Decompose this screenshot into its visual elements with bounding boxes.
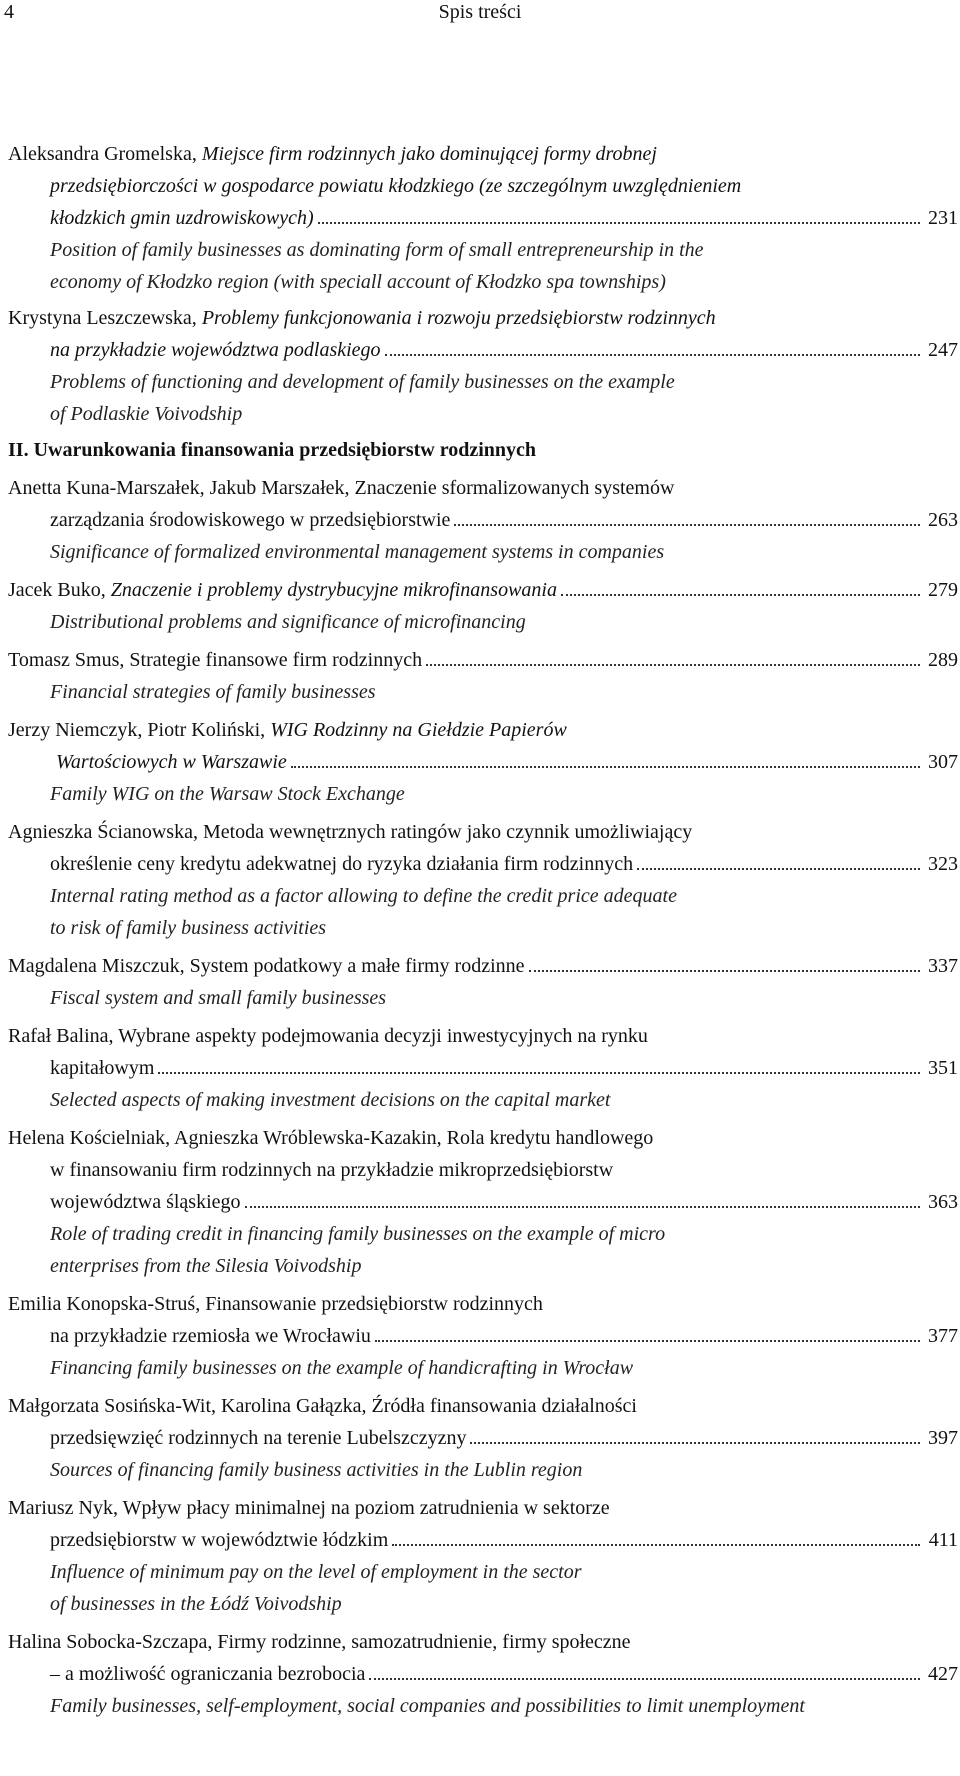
entry-page-number: 427 bbox=[928, 1663, 958, 1685]
entry-author: Mariusz Nyk, bbox=[8, 1497, 118, 1519]
entry-title-en: Problems of functioning and development of family businesses on the example bbox=[50, 371, 675, 393]
entry-title-en: of Podlaskie Voivodship bbox=[50, 403, 243, 425]
entry-title-pl: określenie ceny kredytu adekwatnej do ryzyka działania firm rodzinnych bbox=[50, 853, 634, 875]
entry-page-number: 411 bbox=[928, 1529, 958, 1551]
entry-page-number: 307 bbox=[928, 751, 958, 773]
entry-page-number: 363 bbox=[928, 1191, 958, 1213]
toc-entry-miszczuk bbox=[8, 950, 958, 1014]
entry-title-pl: Metoda wewnętrznych ratingów jako czynnik umożliwiający bbox=[202, 821, 693, 843]
entry-title-en: Influence of minimum pay on the level of employment in the sector bbox=[50, 1561, 582, 1583]
leader-dots bbox=[561, 594, 920, 596]
entry-title-pl: Finansowanie przedsiębiorstw rodzinnych bbox=[205, 1293, 543, 1315]
entry-title-en: to risk of family business activities bbox=[50, 917, 327, 939]
entry-title-en: Internal rating method as a factor allowing to define the credit price adequate bbox=[50, 885, 677, 907]
entry-title-en: Financial strategies of family businesses bbox=[50, 681, 376, 703]
toc-entry-buko bbox=[8, 574, 958, 638]
toc-entry-koscielniak bbox=[8, 1122, 958, 1282]
leader-dots bbox=[318, 222, 920, 224]
entry-author: Rafał Balina, bbox=[8, 1025, 114, 1047]
entry-author: Helena Kościelniak, Agnieszka Wróblewska-Kazakin, bbox=[8, 1127, 442, 1149]
entry-title-pl: województwa śląskiego bbox=[50, 1191, 241, 1213]
toc-entry-leszczewska bbox=[8, 302, 958, 430]
entry-title-en: Selected aspects of making investment decisions on the capital market bbox=[50, 1089, 611, 1111]
toc-entry-balina bbox=[8, 1020, 958, 1116]
leader-dots bbox=[245, 1206, 920, 1208]
entry-page-number: 279 bbox=[928, 579, 958, 601]
toc-entry-sosinska bbox=[8, 1390, 958, 1486]
entry-page-number: 351 bbox=[928, 1057, 958, 1079]
leader-dots bbox=[426, 664, 920, 666]
entry-page-number: 397 bbox=[928, 1427, 958, 1449]
entry-title-pl: przedsiębiorstw w województwie łódzkim bbox=[50, 1529, 389, 1551]
entry-title-pl: Znaczenie sformalizowanych systemów bbox=[354, 477, 675, 499]
section-heading: II. Uwarunkowania finansowania przedsiębiorstw rodzinnych bbox=[8, 439, 537, 461]
page-number: 4 bbox=[4, 1, 14, 23]
entry-title-pl: Rola kredytu handlowego bbox=[446, 1127, 654, 1149]
entry-title-pl: przedsięwzięć rodzinnych na terenie Lubelszczyzny bbox=[50, 1427, 467, 1449]
entry-title-pl: Wybrane aspekty podejmowania decyzji inwestycyjnych na rynku bbox=[118, 1025, 648, 1047]
entry-title-en: Sources of financing family business activities in the Lublin region bbox=[50, 1459, 583, 1481]
table-of-contents bbox=[8, 138, 958, 1722]
entry-title-pl: Strategie finansowe firm rodzinnych bbox=[129, 649, 423, 671]
leader-dots bbox=[454, 524, 920, 526]
entry-title-pl: przedsiębiorczości w gospodarce powiatu kłodzkiego (ze szczególnym uwzględnieniem bbox=[50, 175, 742, 197]
entry-title-en: Distributional problems and significance of microfinancing bbox=[50, 611, 526, 633]
entry-title-pl: zarządzania środowiskowego w przedsiębiorstwie bbox=[50, 509, 451, 531]
entry-author: Emilia Konopska-Struś, bbox=[8, 1293, 201, 1315]
leader-dots bbox=[385, 354, 920, 356]
leader-dots bbox=[529, 970, 920, 972]
entry-title-en: Position of family businesses as dominating form of small entrepreneurship in the bbox=[50, 239, 704, 261]
entry-title-pl: Wpływ płacy minimalnej na poziom zatrudnienia w sektorze bbox=[122, 1497, 610, 1519]
leader-dots bbox=[375, 1340, 920, 1342]
entry-title-pl: System podatkowy a małe firmy rodzinne bbox=[189, 955, 525, 977]
entry-author: Jacek Buko, bbox=[8, 579, 106, 601]
entry-title-pl: WIG Rodzinny na Giełdzie Papierów bbox=[270, 719, 567, 741]
toc-entry-konopska bbox=[8, 1288, 958, 1384]
entry-title-pl: kłodzkich gmin uzdrowiskowych) bbox=[50, 207, 314, 229]
toc-entry-sobocka bbox=[8, 1626, 958, 1722]
leader-dots bbox=[392, 1544, 920, 1546]
entry-title-en: Family businesses, self-employment, social companies and possibilities to limit unemployment bbox=[50, 1695, 805, 1717]
entry-title-pl: kapitałowym bbox=[50, 1057, 155, 1079]
leader-dots bbox=[158, 1072, 920, 1074]
entry-title-pl: Wartościowych w Warszawie bbox=[56, 751, 287, 773]
entry-title-pl: na przykładzie rzemiosła we Wrocławiu bbox=[50, 1325, 371, 1347]
entry-page-number: 289 bbox=[928, 649, 958, 671]
leader-dots bbox=[291, 766, 920, 768]
entry-title-pl: w finansowaniu firm rodzinnych na przykładzie mikroprzedsiębiorstw bbox=[50, 1159, 614, 1181]
toc-entry-niemczyk bbox=[8, 714, 958, 810]
entry-title-en: Role of trading credit in financing family businesses on the example of micro bbox=[50, 1223, 666, 1245]
entry-title-en: Financing family businesses on the example of handicrafting in Wrocław bbox=[50, 1357, 634, 1379]
entry-page-number: 231 bbox=[928, 207, 958, 229]
toc-entry-smus bbox=[8, 644, 958, 708]
leader-dots bbox=[470, 1442, 920, 1444]
entry-author: Krystyna Leszczewska, bbox=[8, 307, 197, 329]
entry-author: Magdalena Miszczuk, bbox=[8, 955, 185, 977]
page-header bbox=[0, 0, 960, 30]
entry-title-pl: Firmy rodzinne, samozatrudnienie, firmy społeczne bbox=[217, 1631, 631, 1653]
entry-title-pl: Problemy funkcjonowania i rozwoju przedsiębiorstw rodzinnych bbox=[201, 307, 716, 329]
toc-entry-nyk bbox=[8, 1492, 958, 1620]
entry-page-number: 337 bbox=[928, 955, 958, 977]
entry-author: Halina Sobocka-Szczapa, bbox=[8, 1631, 213, 1653]
leader-dots bbox=[369, 1678, 920, 1680]
entry-title-pl: Znaczenie i problemy dystrybucyjne mikrofinansowania bbox=[110, 579, 557, 601]
entry-page-number: 377 bbox=[928, 1325, 958, 1347]
entry-title-en: economy of Kłodzko region (with speciall account of Kłodzko spa townships) bbox=[50, 271, 666, 293]
entry-title-en: enterprises from the Silesia Voivodship bbox=[50, 1255, 362, 1277]
running-title: Spis treści bbox=[438, 1, 522, 23]
entry-author: Tomasz Smus, bbox=[8, 649, 125, 671]
entry-page-number: 263 bbox=[928, 509, 958, 531]
entry-author: Małgorzata Sosińska-Wit, Karolina Gałązka, bbox=[8, 1395, 367, 1417]
toc-entry-kuna bbox=[8, 472, 958, 568]
entry-title-en: of businesses in the Łódź Voivodship bbox=[50, 1593, 342, 1615]
entry-author: Aleksandra Gromelska, bbox=[8, 143, 197, 165]
entry-title-en: Fiscal system and small family businesses bbox=[50, 987, 387, 1009]
entry-author: Anetta Kuna-Marszałek, Jakub Marszałek, bbox=[8, 477, 350, 499]
entry-page-number: 323 bbox=[928, 853, 958, 875]
leader-dots bbox=[637, 868, 920, 870]
entry-title-pl: na przykładzie województwa podlaskiego bbox=[50, 339, 381, 361]
entry-title-pl: – a możliwość ograniczania bezrobocia bbox=[50, 1663, 366, 1685]
entry-page-number: 247 bbox=[928, 339, 958, 361]
entry-title-en: Family WIG on the Warsaw Stock Exchange bbox=[50, 783, 405, 805]
entry-title-pl: Miejsce firm rodzinnych jako dominującej formy drobnej bbox=[201, 143, 657, 165]
entry-author: Jerzy Niemczyk, Piotr Koliński, bbox=[8, 719, 266, 741]
entry-title-pl: Źródła finansowania działalności bbox=[371, 1395, 637, 1417]
toc-entry-gromelska bbox=[8, 138, 958, 298]
entry-title-en: Significance of formalized environmental management systems in companies bbox=[50, 541, 665, 563]
toc-entry-scianowska bbox=[8, 816, 958, 944]
entry-author: Agnieszka Ścianowska, bbox=[8, 821, 198, 843]
